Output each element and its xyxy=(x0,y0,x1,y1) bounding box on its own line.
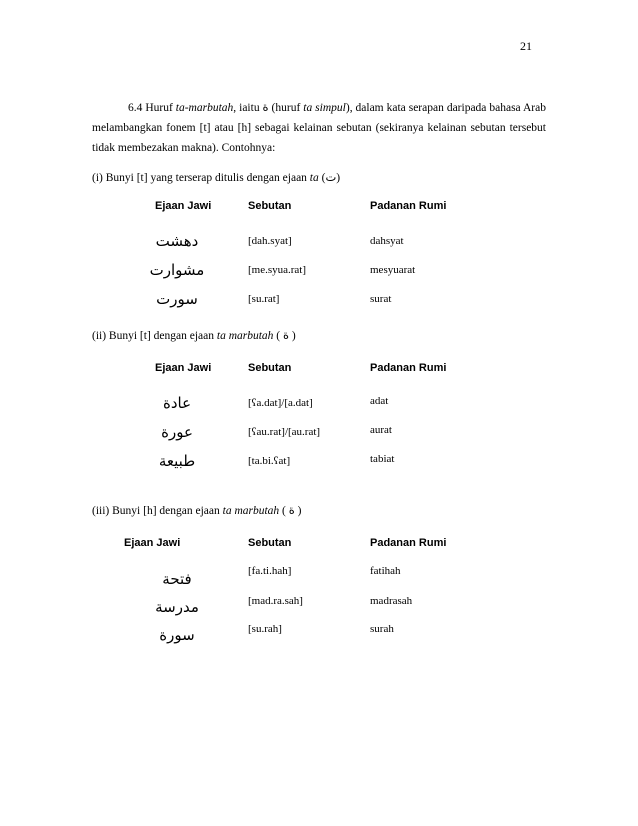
ta-marbutah-glyph: ة xyxy=(262,100,269,114)
sebutan-cell: [su.rat] xyxy=(248,293,280,305)
column-header-sebutan: Sebutan xyxy=(248,362,292,374)
heading-paren-close: ) xyxy=(289,330,296,342)
heading-paren-open: ( xyxy=(273,330,284,342)
term-ta-simpul: ta simpul xyxy=(303,102,346,114)
rumi-cell: tabiat xyxy=(370,453,395,465)
column-header-ejaan-jawi: Ejaan Jawi xyxy=(124,537,181,549)
section-heading-ii xyxy=(92,328,296,342)
rumi-cell: fatihah xyxy=(370,565,401,577)
column-header-padanan-rumi: Padanan Rumi xyxy=(370,537,447,549)
intro-text-3: (huruf xyxy=(268,102,304,114)
sebutan-cell: [fa.ti.hah] xyxy=(248,565,292,577)
intro-paragraph xyxy=(92,97,546,158)
sebutan-cell: [ta.bi.ʕat] xyxy=(248,455,291,467)
sebutan-cell: [ʕa.dat]/[a.dat] xyxy=(248,397,313,409)
intro-text-4: ), dalam kata serapan daripada bahasa Arab melambangkan fonem [t] atau [h] sebagai kelainan sebutan (sekiranya kelainan sebutan tersebut tidak membezakan makna). Contohnya: xyxy=(92,102,546,154)
jawi-word: فتحة xyxy=(162,570,192,588)
sebutan-cell: [me.syua.rat] xyxy=(248,264,307,276)
heading-text: (iii) Bunyi [h] dengan ejaan xyxy=(92,505,223,517)
heading-paren-close: ) xyxy=(336,172,341,184)
section-heading-iii xyxy=(92,503,302,517)
rumi-cell: adat xyxy=(370,395,389,407)
intro-text-2: , iaitu xyxy=(233,102,263,114)
heading-italic: ta xyxy=(309,172,319,184)
column-header-ejaan-jawi: Ejaan Jawi xyxy=(155,200,212,212)
jawi-word: سورت xyxy=(156,290,198,308)
rumi-cell: dahsyat xyxy=(370,235,404,247)
column-header-padanan-rumi: Padanan Rumi xyxy=(370,200,447,212)
jawi-word: مدرسة xyxy=(155,598,199,616)
page-number: 21 xyxy=(520,39,532,53)
heading-text: (i) Bunyi [t] yang terserap ditulis dengan ejaan xyxy=(92,172,310,184)
rumi-cell: mesyuarat xyxy=(370,264,416,276)
rumi-cell: surah xyxy=(370,623,394,635)
heading-paren-open: ( xyxy=(279,505,289,517)
heading-italic: ta marbutah xyxy=(222,505,280,517)
sebutan-cell: [mad.ra.sah] xyxy=(248,595,303,607)
column-header-padanan-rumi: Padanan Rumi xyxy=(370,362,447,374)
jawi-word: طبيعة xyxy=(158,452,196,470)
term-ta-marbutah: ta-marbutah xyxy=(175,102,234,114)
section-heading-i xyxy=(92,170,340,184)
sebutan-cell: [ʕau.rat]/[au.rat] xyxy=(248,426,321,438)
jawi-word: عورة xyxy=(161,423,193,441)
heading-glyph: ة xyxy=(283,328,290,342)
sebutan-cell: [su.rah] xyxy=(248,623,282,635)
heading-glyph: ت xyxy=(325,170,337,184)
section-number: 6.4 xyxy=(128,102,143,114)
intro-text-1: Huruf xyxy=(142,102,176,114)
sebutan-cell: [dah.syat] xyxy=(248,235,292,247)
heading-paren-open: ( xyxy=(318,172,326,184)
heading-glyph: ة xyxy=(288,503,295,517)
heading-text: (ii) Bunyi [t] dengan ejaan xyxy=(92,330,217,342)
column-header-sebutan: Sebutan xyxy=(248,537,292,549)
jawi-word: سورة xyxy=(159,626,195,644)
jawi-word: عادة xyxy=(162,394,192,412)
heading-paren-close: ) xyxy=(294,505,302,517)
jawi-word: مشوارت xyxy=(149,261,205,279)
rumi-cell: surat xyxy=(370,293,392,305)
jawi-word: دهشت xyxy=(155,232,199,250)
rumi-cell: madrasah xyxy=(370,595,413,607)
heading-italic: ta marbutah xyxy=(216,330,274,342)
column-header-ejaan-jawi: Ejaan Jawi xyxy=(155,362,212,374)
rumi-cell: aurat xyxy=(370,424,392,436)
column-header-sebutan: Sebutan xyxy=(248,200,292,212)
